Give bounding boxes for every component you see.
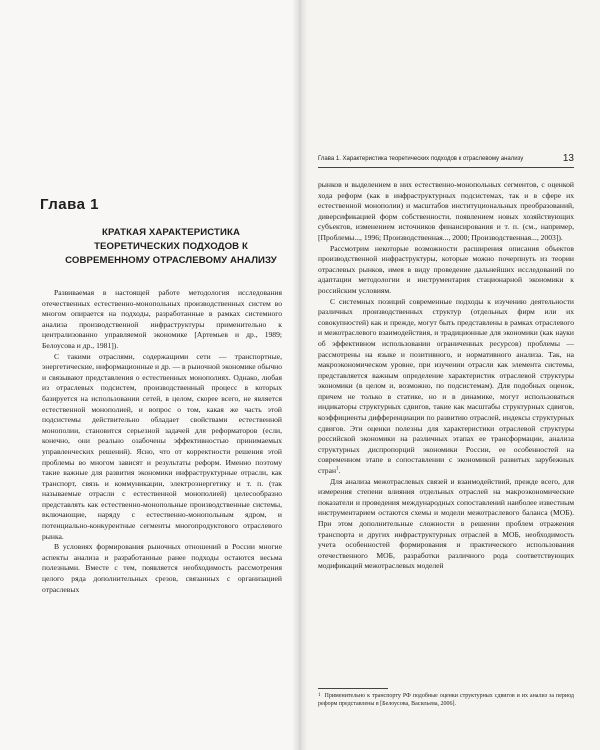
footnote-divider [318, 688, 388, 689]
page-number: 13 [562, 153, 574, 164]
running-head [318, 155, 574, 168]
paragraph: Для анализа межотраслевых связей и взаимодействий, прежде всего, для измерения степени влияния отдельных отраслей на макроэкономические показатели и проведения международных сопоставлений наиболее известным инструментарием остаются схемы и модели межотраслевого баланса (МОБ). При этом дополнительные сложности в решении проблем отражения транспорта и других инфраструктурных отраслей в МОБ, необходимость учета особенностей формирования и практического использования отечественного МОБ, разработки различного рода соответствующих модификаций межотраслевых моделей [318, 476, 574, 571]
chapter-title: КРАТКАЯ ХАРАКТЕРИСТИКА ТЕОРЕТИЧЕСКИХ ПОДХОДОВ К СОВРЕМЕННОМУ ОТРАСЛЕВОМУ АНАЛИЗУ [65, 227, 277, 266]
footnote [318, 692, 574, 708]
footnote-reference: 1 [336, 466, 339, 472]
paragraph: С системных позиций современные подходы к изучению деятельности различных производственных структур (отдельных фирм или их совокупностей) как и прежде, могут быть представлены в рамках отраслевого и межотраслевого взаимодействия, и традиционные для экономики (как науки об эффективном использовании ограниченных ресурсов) проблемы — рассмотрены на языке и позитивного, и нормативного анализа. Так, на макроэкономическом уровне, при изучении отрасли как элемента системы, представляется важным определение характеристик отраслевой структуры экономики (в целом и, возможно, по подсистемам). Для подобных оценок, причем не только в статике, но и в динамике, могут использоваться индикаторы структурных сдвигов, такие как масштабы структурных сдвигов, коэффициенты дифференциации по развитию отраслей, индексы структурных сдвигов. Эти оценки полезны для характеристики отраслевой структуры российской экономики на различных этапах ее трансформации, анализа структурных диспропорций экономики России, ее особенностей на современном этапе в сопоставлении с экономикой развитых зарубежных стран$^1$. [318, 296, 574, 476]
paragraph: Развиваемая в настоящей работе методология исследования отечественных естественно-монопольных производственных систем во многом опирается на подходы, разработанные в рамках системного анализа производственной инфраструктуры применительно к централизованно управляемой экономике [Артемьев и др., 1989; Белоусова и др., 1981]). [42, 288, 282, 350]
paragraph-continuation: рынков и выделением в них естественно-монопольных сегментов, с оценкой хода реформ (как в инфраструктурных подсистемах, так и в сфере их естественной монополии) и масштабов институциональных преобразований, диверсификацией форм собственности, появлением новых хозяйствующих субъектов, изменением источников финансирования и т. п. (см., например, [Проблемы..., 1996; Производственная..., 2000; Производственная..., 2003]). [318, 180, 574, 242]
book-gutter [292, 0, 308, 750]
paragraph-text: С системных позиций современные подходы к изучению деятельности различных производственных структур (отдельных фирм или их совокупностей) как и прежде, могут быть представлены в рамках отраслевого и межотраслевого взаимодействия, и традиционные для экономики (как науки об эффективном использовании ограниченных ресурсов) проблемы — рассмотрены на языке и позитивного, и нормативного анализа. Так, на макроэкономическом уровне, при изучении отрасли как элемента системы, представляется важным определение характеристик отраслевой структуры экономики (в целом и, возможно, по подсистемам). Для подобных оценок, причем не только в статике, но и в динамике, могут использоваться индикаторы структурных сдвигов, такие как масштабы структурных сдвигов, коэффициенты дифференциации по развитию отраслей, индексы структурных сдвигов. Эти оценки полезны для характеристики отраслевой структуры российской экономики на различных этапах ее трансформации, анализа структурных диспропорций экономики России, ее особенностей на современном этапе в сопоставлении с экономикой развитых зарубежных стран [318, 296, 574, 476]
paragraph: В условиях формирования рыночных отношений в России многие аспекты анализа и разработанные ранее подходы остаются весьма полезными. Вместе с тем, появляется необходимость рассмотрения целого ряда дополнительных срезов, связанных с организацией отраслевых [42, 542, 282, 594]
paragraph: Рассмотрим некоторые возможности расширения описания объектов производственной инфраструктуры, которые можно почерпнуть из теории отраслевых рынков, имея в виду проведение дальнейших исследований по адаптации методологии и инструментария стационарной экономики к российским условиям. [318, 243, 574, 295]
footnote-marker: 1 [318, 693, 321, 698]
footnote-text: Применительно к транспорту РФ подобные оценки структурных сдвигов и их анализ за период реформ представлены в [Белоусова, Васильева, 2006]. [318, 693, 574, 707]
paragraph: С такими отраслями, содержащими сети — транспортные, энергетические, информационные и др. — в рыночной экономике обычно и связывают представления о естественных монополиях. Однако, любая из отраслевых подсистем, производственный процесс в которых базируется на использовании сетей, в целом, скорее всего, не является естественной монополией, и вопрос о том, какая же часть этой подсистемы действительно обладает свойствами естественной монополии, становится серьезной задачей для реформаторов (если, конечно, они реально озабочены эффективностью принимаемых управленческих решений). Ясно, что от корректности решения этой проблемы во многом зависят и результаты реформ. Именно поэтому такие важные для развития экономики инфраструктурные отрасли, как транспорт, связь и коммуникации, электроэнергетику и т. п. (так называемые отрасли с естественной монополией) целесообразно представлять как естественно-монопольные производственные системы, включающие, наряду с естественно-монопольным ядром, и потенциально-конкурентные сегменты многопродуктового отраслевого рынка. [42, 351, 282, 541]
right-body-text [318, 180, 574, 572]
left-body-text [42, 288, 282, 595]
chapter-label: Глава 1 [40, 196, 100, 213]
running-title: Глава 1. Характеристика теоретических подходов к отраслевому анализу [318, 156, 524, 162]
